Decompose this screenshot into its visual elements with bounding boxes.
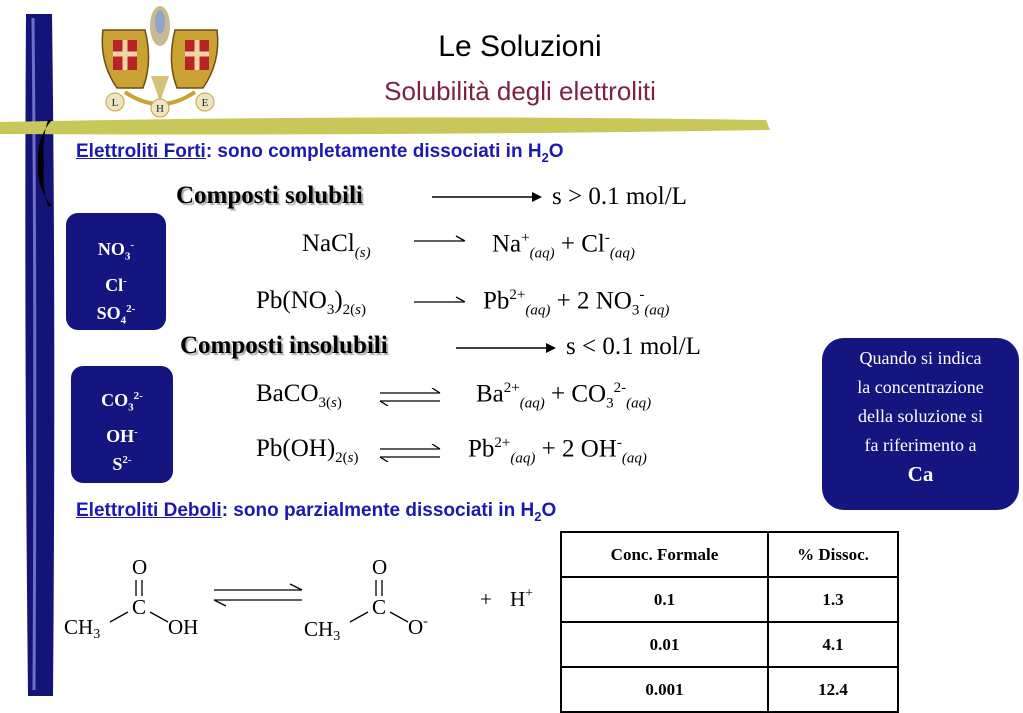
equation-leadnitrate-left: $Pb(NO_3)_{2(s)}$ <box>256 287 367 318</box>
insoluble-compounds-title: Composti insolubili <box>180 332 388 359</box>
table-cell: 1.3 <box>768 577 898 622</box>
acid-hydroxyl-label: OH <box>168 615 199 639</box>
equation-leadhydroxide-right: $Pb^{2+}_{(aq)} + 2$ $OH^-_{(aq)}$ <box>468 435 647 467</box>
logo-letter-e: E <box>201 97 209 109</box>
soluble-condition: s > 0.1 mol/L <box>552 183 687 210</box>
weak-electrolytes-heading: Elettroliti Deboli: sono parzialmente dissociati in $H_2O$ <box>76 500 557 524</box>
acetic-acid-dissociation-diagram <box>58 550 548 650</box>
ion-sulfate: $SO_4^{2-}$ <box>96 302 136 327</box>
table-cell: 0.1 <box>561 577 768 622</box>
note-emphasis: Ca <box>907 462 934 486</box>
table-row <box>561 667 898 712</box>
column-header-concentration: Conc. Formale <box>561 532 768 577</box>
note-line-3: della soluzione si <box>858 406 983 426</box>
weak-term: Elettroliti Deboli <box>76 500 222 521</box>
dissociation-table <box>560 531 899 713</box>
note-line-4: fa riferimento a <box>864 435 977 455</box>
logo-letter-h: H <box>156 103 164 115</box>
logo-letter-l: L <box>111 97 119 109</box>
soluble-ions-box <box>66 213 166 330</box>
strong-term: Elettroliti Forti <box>76 141 206 162</box>
bracket-decoration <box>34 118 56 208</box>
acetate-methyl-label: CH3 <box>304 617 341 644</box>
plus-sign: + <box>480 587 492 611</box>
equation-bariumcarbonate-left: BaCO$_{3(s)}$ <box>256 380 342 411</box>
equilibrium-arrow-icon <box>378 444 442 462</box>
page-title: Le Soluzioni <box>438 30 602 63</box>
arrow-icon <box>414 296 466 308</box>
equation-nacl-left: NaCl$_{(s)}$ <box>302 230 371 261</box>
title-underline-brush <box>0 114 770 138</box>
table-row <box>561 577 898 622</box>
ion-sulfide: $S^{2-}$ <box>112 453 132 474</box>
acid-oxygen-label: O <box>132 555 148 579</box>
ion-carbonate: $CO_3^{2-}$ <box>101 390 143 414</box>
table-cell: 0.001 <box>561 667 768 712</box>
page-subtitle: Solubilità degli elettroliti <box>384 76 656 106</box>
ion-chloride: Cl- <box>105 274 127 295</box>
column-header-dissociation: % Dissoc. <box>768 532 898 577</box>
arrow-icon <box>456 341 556 355</box>
equation-leadhydroxide-left: $Pb(OH)_{2(s)}$ <box>256 435 359 466</box>
note-line-1: Quando si indica <box>859 348 982 368</box>
strong-electrolytes-heading: Elettroliti Forti: sono completamente dissociati in $H_2O$ <box>76 141 564 165</box>
soluble-compounds-title: Composti solubili <box>176 182 363 209</box>
arrow-icon <box>414 235 466 247</box>
acetate-carbon-label: C <box>372 595 387 619</box>
proton-label: H+ <box>510 586 534 611</box>
note-line-2: la concentrazione <box>857 377 984 397</box>
acid-carbon-label: C <box>132 595 147 619</box>
table-cell: 12.4 <box>768 667 898 712</box>
equation-bariumcarbonate-right: $Ba^{2+}_{(aq)} + CO_3^{2-}_{(aq)}$ <box>476 380 652 412</box>
acid-methyl-label: CH3 <box>64 615 101 642</box>
table-row <box>561 622 898 667</box>
arrow-icon <box>432 190 542 204</box>
ion-hydroxide: OH- <box>106 425 138 446</box>
table-cell: 4.1 <box>768 622 898 667</box>
acetate-o-minus-label: O- <box>408 614 428 639</box>
concentration-note-box <box>822 338 1019 510</box>
insoluble-condition: s < 0.1 mol/L <box>566 333 701 360</box>
equilibrium-arrow-icon <box>378 388 442 406</box>
coat-of-arms-logo <box>95 2 225 120</box>
table-cell: 0.01 <box>561 622 768 667</box>
table-header-row <box>561 532 898 577</box>
acetate-oxygen-label: O <box>372 555 388 579</box>
equation-nacl-right: $Na^+_{(aq)} + Cl^-_{(aq)}$ <box>492 230 635 262</box>
equation-leadnitrate-right: $Pb^{2+}_{(aq)} + 2$ $NO_3^-_{(aq)}$ <box>483 287 670 319</box>
insoluble-ions-box <box>71 366 173 483</box>
ion-nitrate: $NO_3^-$ <box>97 239 135 263</box>
